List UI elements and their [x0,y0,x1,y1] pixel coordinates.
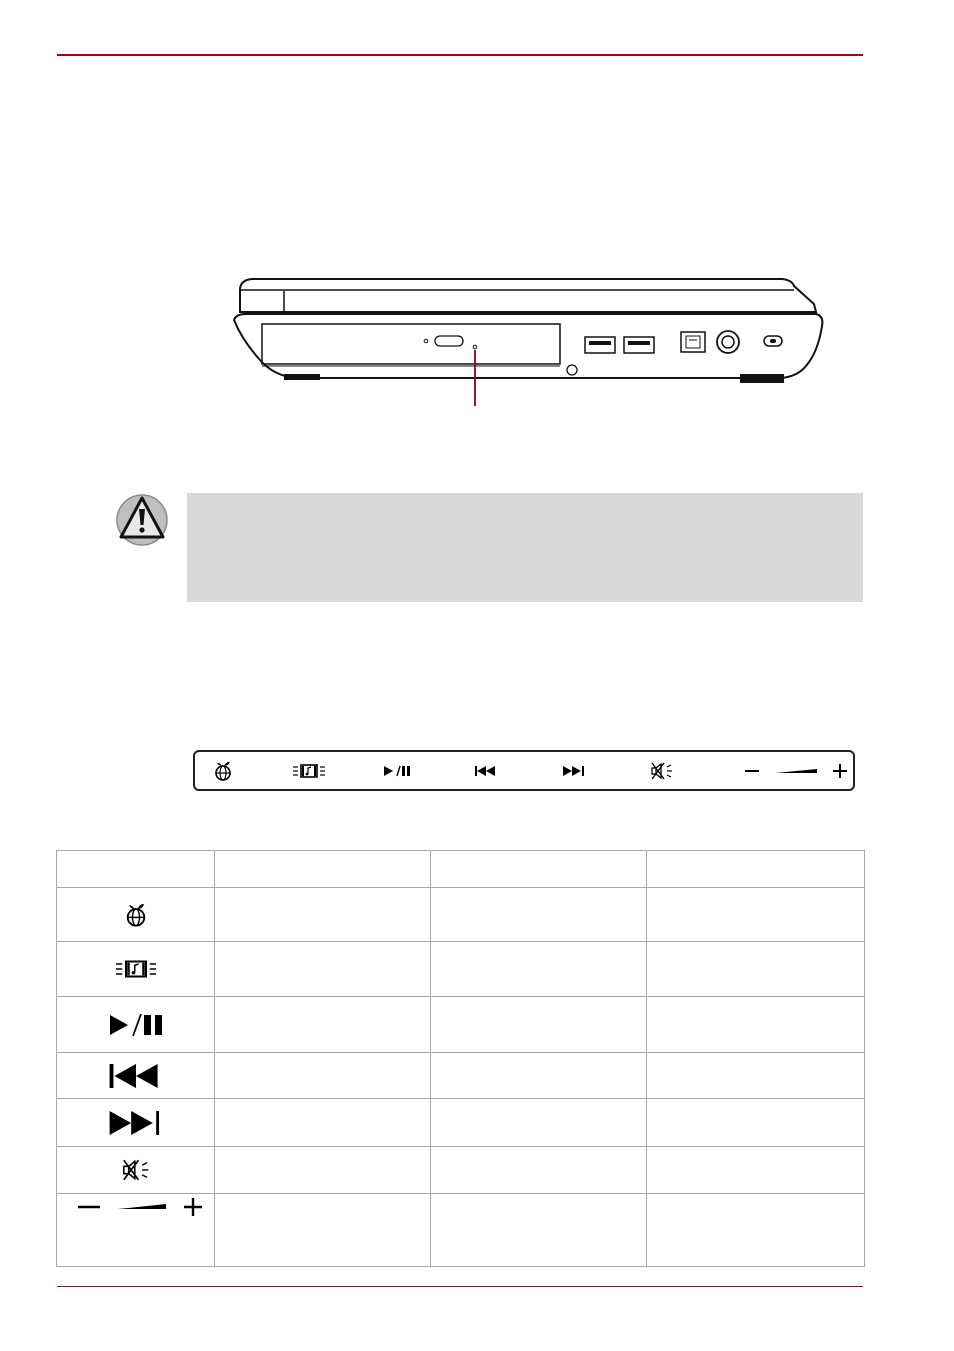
optical-drive-eject-button-icon [435,336,463,346]
volume-control[interactable] [735,752,851,789]
table-header-cell [57,851,215,888]
table-cell [431,942,647,997]
table-icon-cell [57,888,215,942]
table-row [57,997,865,1053]
lan-jack-icon [681,332,705,352]
table-cell [215,1099,431,1147]
table-cell [431,1053,647,1099]
table-cell [431,1194,647,1267]
table-icon-cell [57,997,215,1053]
header-rule [57,54,863,56]
next-button[interactable] [559,752,589,789]
laptop-side-illustration [226,270,826,410]
table-icon-cell [57,1099,215,1147]
mute-icon [121,1159,151,1181]
table-cell [647,942,865,997]
media-buttons-table [56,850,865,1267]
usb-port-icon [624,337,654,353]
caution-box [187,493,863,602]
film-music-icon [114,959,158,979]
table-icon-cell [57,1147,215,1194]
previous-track-icon [106,1064,166,1088]
footer-rule [57,1286,863,1287]
table-icon-cell [57,1053,215,1099]
table-row [57,1194,865,1267]
previous-button[interactable] [471,752,501,789]
table-cell [215,1147,431,1194]
table-row [57,942,865,997]
table-cell [431,1099,647,1147]
film-music-icon [292,763,326,779]
play-pause-button[interactable] [381,752,413,789]
table-icon-cell [57,1194,215,1267]
mute-icon [650,762,674,780]
table-row [57,1147,865,1194]
volume-minus-plus-icon [737,763,849,779]
table-icon-cell [57,942,215,997]
caution-triangle-icon [115,493,169,547]
table-cell [215,1053,431,1099]
security-lock-slot-icon [764,336,782,346]
table-row [57,1053,865,1099]
table-header-row [57,851,865,888]
table-row [57,888,865,942]
table-cell [647,1099,865,1147]
table-cell [647,1053,865,1099]
next-track-icon [106,1111,166,1135]
dc-in-jack-icon [717,331,739,353]
mute-button[interactable] [647,752,677,789]
table-cell [647,997,865,1053]
table-cell [431,888,647,942]
globe-leaf-icon [213,760,233,782]
table-header-cell [647,851,865,888]
internet-button[interactable] [205,752,241,789]
next-track-icon [562,766,586,776]
play-pause-icon [99,1013,173,1037]
table-cell [647,1147,865,1194]
table-cell [215,1194,431,1267]
table-cell [215,888,431,942]
usb-port-icon [585,337,615,353]
table-row [57,1099,865,1147]
table-cell [647,888,865,942]
globe-leaf-icon [123,902,149,928]
media-player-button[interactable] [289,752,329,789]
table-cell [215,997,431,1053]
table-header-cell [431,851,647,888]
play-pause-icon [383,765,411,777]
media-control-strip [193,750,855,791]
table-cell [431,1147,647,1194]
previous-track-icon [474,766,498,776]
table-header-cell [215,851,431,888]
table-cell [647,1194,865,1267]
table-cell [431,997,647,1053]
table-cell [215,942,431,997]
volume-minus-plus-icon [66,1197,206,1217]
